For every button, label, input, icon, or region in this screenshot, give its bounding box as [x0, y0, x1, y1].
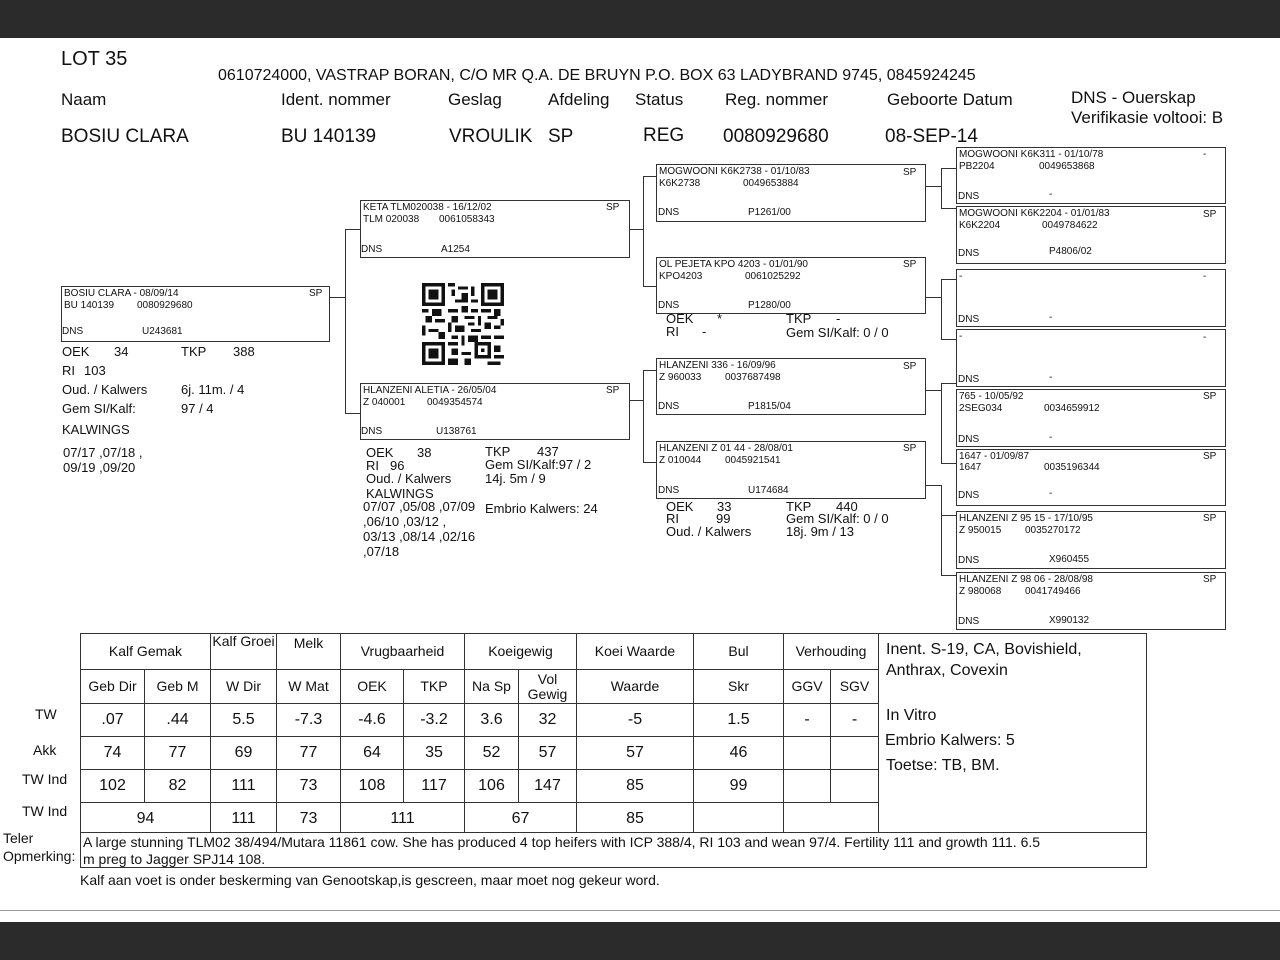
- gp2-ri-label: RI: [666, 324, 679, 339]
- table-cell: .07: [81, 704, 145, 737]
- box-title: MOGWOONI K6K2738 - 01/10/83: [659, 166, 810, 177]
- table-row-tw-ind-grouped: [81, 803, 879, 836]
- box-title: 765 - 10/05/92: [959, 391, 1024, 402]
- pedigree-box-sire: [360, 200, 630, 258]
- box-title: MOGWOONI K6K311 - 01/10/78: [959, 149, 1104, 160]
- box-title: 1647 - 01/09/87: [959, 451, 1030, 462]
- dam-oek-label: OEK: [366, 445, 394, 460]
- row-label-tw-ind: TW Ind: [22, 771, 68, 787]
- box-reg: 0049784622: [1042, 220, 1098, 231]
- dam-tkp-label: TKP: [485, 444, 511, 459]
- table-cell: 73: [277, 803, 341, 836]
- box-title: HLANZENI Z 95 15 - 17/10/95: [959, 513, 1093, 524]
- table-cell: 117: [404, 770, 465, 803]
- box-reg: 0035270172: [1025, 525, 1081, 536]
- box-sp: SP: [309, 288, 323, 299]
- table-cell: [831, 737, 879, 770]
- connector: [941, 515, 956, 516]
- table-cell: 3.6: [465, 704, 519, 737]
- table-row-tw: [81, 704, 879, 737]
- pedigree-box-dam: [360, 383, 630, 440]
- table-cell: [831, 770, 879, 803]
- header-verifikasie: Verifikasie voltooi: B: [1071, 108, 1224, 127]
- col-ggv: GGV: [784, 670, 831, 704]
- dam-ri: 96: [390, 458, 405, 473]
- pedigree-box-gp-1: [656, 164, 926, 222]
- gp4-ri-label: RI: [666, 511, 679, 526]
- gp2-ri: -: [702, 324, 707, 339]
- table-cell: 85: [577, 803, 694, 836]
- owner-line: 0610724000, VASTRAP BORAN, C/O MR Q.A. DE BRUYN P.O. BOX 63 LADYBRAND 9745, 0845924245: [218, 67, 976, 84]
- table-cell: 108: [341, 770, 404, 803]
- pedigree-box-ggp-8: [956, 572, 1226, 630]
- dam-embrio: Embrio Kalwers: 24: [485, 501, 598, 516]
- table-cell: 147: [519, 770, 577, 803]
- table-cell: [694, 803, 784, 836]
- table-cell: 99: [694, 770, 784, 803]
- table-cell: 46: [694, 737, 784, 770]
- pedigree-box-ggp-2: [956, 206, 1226, 264]
- table-cell: .44: [145, 704, 211, 737]
- animal-status: REG: [643, 125, 685, 146]
- table-cell: [784, 770, 831, 803]
- box-title: HLANZENI 336 - 16/09/96: [659, 360, 776, 371]
- table-cell: -7.3: [277, 704, 341, 737]
- box-dns: DNS: [62, 326, 84, 337]
- box-reg: 0080929680: [137, 300, 193, 311]
- connector: [941, 485, 942, 575]
- remark-line-1: A large stunning TLM02 38/494/Mutara 11861 cow. She has produced 4 top heifers with ICP 388/4, RI 103 and wean 97/4. Fertility 111 and growth 111. 6.5: [83, 834, 1041, 850]
- row-label-tw: TW: [35, 706, 57, 722]
- box-reg: 0037687498: [725, 372, 781, 383]
- box-sp: SP: [903, 259, 917, 270]
- box-sp: SP: [903, 361, 917, 372]
- connector: [345, 229, 346, 413]
- col-oek: OEK: [341, 670, 404, 704]
- dam-oud: Oud. / Kalwers: [366, 471, 452, 486]
- table-cell: 102: [81, 770, 145, 803]
- box-dns: DNS: [658, 300, 680, 311]
- header-status: Status: [635, 90, 684, 109]
- pedigree-box-ggp-7: [956, 511, 1226, 569]
- box-dns: DNS: [958, 434, 980, 445]
- table-cell: 77: [145, 737, 211, 770]
- animal-geboorte: 08-SEP-14: [885, 126, 978, 147]
- header-naam: Naam: [61, 90, 107, 109]
- box-ident: KPO4203: [659, 271, 703, 282]
- box-code: U138761: [436, 426, 477, 437]
- box-reg: 0061058343: [439, 214, 495, 225]
- col-vol-gewig: Vol Gewig: [519, 670, 577, 704]
- pedigree-box-gp-2: [656, 257, 926, 314]
- col-sgv: SGV: [831, 670, 879, 704]
- table-cell: [784, 803, 879, 836]
- gp2-oek: *: [717, 311, 723, 326]
- dam-dates1: 07/07 ,05/08 ,07/09: [363, 499, 476, 514]
- gp4-tkp-label: TKP: [786, 499, 812, 514]
- connector: [643, 176, 657, 177]
- box-sp: -: [1203, 332, 1207, 343]
- box-dns: DNS: [658, 485, 680, 496]
- qr-code-icon: [419, 283, 507, 365]
- box-dns: DNS: [958, 616, 980, 627]
- connector: [345, 229, 360, 230]
- table-cell: 74: [81, 737, 145, 770]
- box-ident: K6K2738: [659, 178, 701, 189]
- connector: [643, 370, 657, 371]
- connector: [629, 229, 643, 230]
- animal-reg: 0080929680: [723, 126, 829, 147]
- stat-dates1: 07/17 ,07/18 ,: [63, 445, 143, 460]
- pedigree-box-ggp-1: [956, 147, 1226, 204]
- box-title: HLANZENI Z 98 06 - 28/08/98: [959, 574, 1093, 585]
- gp4-tkp: 440: [836, 499, 858, 514]
- pedigree-box-ggp-4: [956, 329, 1226, 387]
- col-geb-m: Geb M: [145, 670, 211, 704]
- box-sp: SP: [1203, 391, 1217, 402]
- gp4-oud: Oud. / Kalwers: [666, 524, 752, 539]
- box-sp: SP: [1203, 574, 1217, 585]
- box-dns: DNS: [361, 244, 383, 255]
- box-title: KETA TLM020038 - 16/12/02: [363, 202, 492, 213]
- table-cell: 64: [341, 737, 404, 770]
- box-dns: DNS: [958, 490, 980, 501]
- box-code: X960455: [1049, 554, 1090, 565]
- box-ident: Z 960033: [659, 372, 702, 383]
- row-label-akk: Akk: [33, 742, 57, 758]
- box-reg: 0049653884: [743, 178, 799, 189]
- pedigree-box-gp-4: [656, 441, 926, 499]
- embrio-kalwers: Embrio Kalwers: 5: [885, 732, 1015, 749]
- table-cell: -3.2: [404, 704, 465, 737]
- group-vrugbaarheid: Vrugbaarheid: [341, 634, 465, 670]
- table-cell: 82: [145, 770, 211, 803]
- connector: [941, 279, 942, 339]
- gp4-gem: Gem SI/Kalf: 0 / 0: [786, 511, 889, 526]
- box-dns: DNS: [958, 314, 980, 325]
- col-tkp: TKP: [404, 670, 465, 704]
- stat-tkp-label: TKP: [181, 344, 207, 359]
- connector: [345, 413, 360, 414]
- table-cell: 77: [277, 737, 341, 770]
- box-ident: PB2204: [959, 161, 995, 172]
- box-code: P1815/04: [748, 401, 791, 412]
- gp4-oek: 33: [717, 499, 732, 514]
- group-kalf-groei: Kalf Groei: [211, 634, 277, 670]
- table-cell: -: [784, 704, 831, 737]
- stat-tkp: 388: [233, 344, 255, 359]
- dam-kalwings: KALWINGS: [366, 486, 434, 501]
- header-reg: Reg. nommer: [725, 90, 828, 109]
- box-sp: SP: [903, 443, 917, 454]
- header-dns: DNS - Ouerskap: [1071, 88, 1196, 107]
- connector: [925, 297, 941, 298]
- inent-line-1: Inent. S-19, CA, Bovishield,: [886, 641, 1082, 658]
- box-title: HLANZENI Z 01 44 - 28/08/01: [659, 443, 793, 454]
- col-w-dir: W Dir: [211, 670, 277, 704]
- connector: [643, 462, 657, 463]
- divider: [0, 910, 1280, 911]
- teler-label: Teler: [3, 830, 34, 846]
- group-koei-waarde: Koei Waarde: [577, 634, 694, 670]
- stat-kalwings: KALWINGS: [62, 422, 130, 437]
- table-cell: -5: [577, 704, 694, 737]
- box-ident: K6K2204: [959, 220, 1001, 231]
- box-ident: BU 140139: [64, 300, 115, 311]
- table-cell: 57: [519, 737, 577, 770]
- box-sp: SP: [606, 202, 620, 213]
- table-cell: 94: [81, 803, 211, 836]
- connector: [941, 168, 956, 169]
- connector: [643, 286, 657, 287]
- gp2-tkp: -: [836, 311, 841, 326]
- connector: [643, 370, 644, 462]
- header-afdeling: Afdeling: [548, 90, 610, 109]
- box-code: P1261/00: [748, 207, 791, 218]
- animal-naam: BOSIU CLARA: [61, 126, 189, 147]
- box-reg: 0035196344: [1044, 462, 1100, 473]
- connector: [941, 383, 942, 463]
- box-title: -: [959, 331, 963, 342]
- table-cell: 57: [577, 737, 694, 770]
- group-bul: Bul: [694, 634, 784, 670]
- group-koeigewig: Koeigewig: [465, 634, 577, 670]
- table-cell: 67: [465, 803, 577, 836]
- gp4-oud-val: 18j. 9m / 13: [786, 524, 854, 539]
- remark-line-2: m preg to Jagger SPJ14 108.: [83, 851, 266, 867]
- box-code: -: [1049, 488, 1053, 499]
- opmerking-label: Opmerking:: [3, 848, 76, 864]
- box-sp: -: [1203, 149, 1207, 160]
- connector: [941, 575, 956, 576]
- dam-ri-label: RI: [366, 458, 379, 473]
- box-reg: 0045921541: [725, 455, 781, 466]
- box-ident: TLM 020038: [363, 214, 420, 225]
- pedigree-box-gp-3: [656, 358, 926, 415]
- box-ident: 2SEG034: [959, 403, 1003, 414]
- box-sp: -: [1203, 271, 1207, 282]
- breeding-values-table: [80, 633, 879, 836]
- box-dns: DNS: [958, 374, 980, 385]
- connector: [941, 279, 956, 280]
- box-sp: SP: [1203, 451, 1217, 462]
- connector: [925, 186, 941, 187]
- animal-geslag: VROULIK: [449, 126, 533, 147]
- connector: [643, 176, 644, 286]
- box-code: -: [1049, 432, 1053, 443]
- gp2-tkp-label: TKP: [786, 311, 812, 326]
- box-sp: SP: [606, 385, 620, 396]
- dam-dates3: 03/13 ,08/14 ,02/16: [363, 529, 476, 544]
- header-geslag: Geslag: [448, 90, 502, 109]
- col-na-sp: Na Sp: [465, 670, 519, 704]
- box-code: A1254: [441, 244, 470, 255]
- stat-gem: 97 / 4: [181, 401, 214, 416]
- col-waarde: Waarde: [577, 670, 694, 704]
- box-sp: SP: [903, 167, 917, 178]
- dam-tkp: 437: [537, 444, 559, 459]
- table-cell: 85: [577, 770, 694, 803]
- connector: [925, 485, 941, 486]
- table-cell: 111: [211, 803, 277, 836]
- stat-oud: 6j. 11m. / 4: [181, 382, 245, 397]
- in-vitro: In Vitro: [886, 707, 937, 724]
- dam-gem: Gem SI/Kalf:97 / 2: [485, 457, 592, 472]
- table-cell: -4.6: [341, 704, 404, 737]
- box-reg: 0061025292: [745, 271, 801, 282]
- box-code: -: [1049, 372, 1053, 383]
- box-dns: DNS: [658, 401, 680, 412]
- connector: [329, 297, 345, 298]
- toetse: Toetse: TB, BM.: [886, 757, 1000, 774]
- connector: [941, 383, 956, 384]
- box-dns: DNS: [658, 207, 680, 218]
- box-code: U174684: [748, 485, 789, 496]
- col-skr: Skr: [694, 670, 784, 704]
- box-dns: DNS: [958, 248, 980, 259]
- table-cell: [784, 737, 831, 770]
- table-cell: 35: [404, 737, 465, 770]
- box-dns: DNS: [361, 426, 383, 437]
- stat-dates2: 09/19 ,09/20: [63, 460, 136, 475]
- connector: [941, 463, 956, 464]
- box-sp: SP: [1203, 513, 1217, 524]
- box-dns: DNS: [958, 555, 980, 566]
- group-melk: Melk: [277, 634, 341, 670]
- pedigree-box-ggp-3: [956, 269, 1226, 327]
- gp2-gem: Gem SI/Kalf: 0 / 0: [786, 325, 889, 340]
- animal-ident: BU 140139: [281, 126, 377, 147]
- box-ident: Z 980068: [959, 586, 1002, 597]
- dam-oek: 38: [417, 445, 432, 460]
- bottom-bar: [0, 922, 1280, 960]
- table-cell: 52: [465, 737, 519, 770]
- box-code: -: [1049, 312, 1053, 323]
- stat-ri-label: RI: [62, 363, 75, 378]
- connector: [925, 390, 941, 391]
- box-code: P1280/00: [748, 300, 791, 311]
- stat-ri: 103: [84, 363, 106, 378]
- box-ident: Z 040001: [363, 397, 406, 408]
- box-title: BOSIU CLARA - 08/09/14: [64, 288, 179, 299]
- box-ident: Z 950015: [959, 525, 1002, 536]
- row-label-tw-ind-2: TW Ind: [22, 803, 68, 819]
- dam-dates2: ,06/10 ,03/12 ,: [363, 514, 447, 529]
- table-cell: 1.5: [694, 704, 784, 737]
- dam-oud-val: 14j. 5m / 9: [485, 471, 546, 486]
- stat-oud-label: Oud. / Kalwers: [62, 382, 148, 397]
- group-verhouding: Verhouding: [784, 634, 879, 670]
- footer-note: Kalf aan voet is onder beskerming van Genootskap,is gescreen, maar moet nog gekeur word.: [80, 872, 660, 888]
- box-code: P4806/02: [1049, 246, 1092, 257]
- stat-oek: 34: [114, 344, 129, 359]
- top-bar: [0, 0, 1280, 38]
- table-cell: 5.5: [211, 704, 277, 737]
- connector: [941, 208, 956, 209]
- box-title: OL PEJETA KPO 4203 - 01/01/90: [659, 259, 808, 270]
- table-cell: 106: [465, 770, 519, 803]
- box-reg: 0049653868: [1039, 161, 1095, 172]
- header-ident: Ident. nommer: [281, 90, 391, 109]
- box-reg: 0034659912: [1044, 403, 1100, 414]
- pedigree-box-ggp-5: [956, 389, 1226, 447]
- col-w-mat: W Mat: [277, 670, 341, 704]
- table-row-akk: [81, 737, 879, 770]
- table-cell: 32: [519, 704, 577, 737]
- pedigree-box-animal: [61, 286, 330, 342]
- table-cell: -: [831, 704, 879, 737]
- box-code: X990132: [1049, 615, 1090, 626]
- notes-box: [878, 633, 1147, 833]
- col-geb-dir: Geb Dir: [81, 670, 145, 704]
- box-dns: DNS: [958, 191, 980, 202]
- gp4-oek-label: OEK: [666, 499, 694, 514]
- animal-afdeling: SP: [548, 126, 574, 147]
- box-title: -: [959, 271, 963, 282]
- lot-number: LOT 35: [61, 48, 128, 70]
- box-code: -: [1049, 189, 1053, 200]
- stat-gem-label: Gem SI/Kalf:: [62, 401, 136, 416]
- connector: [629, 400, 643, 401]
- box-code: U243681: [142, 326, 183, 337]
- table-cell: 69: [211, 737, 277, 770]
- stat-oek-label: OEK: [62, 344, 90, 359]
- dam-dates4: ,07/18: [363, 544, 400, 559]
- table-cell: 73: [277, 770, 341, 803]
- box-title: MOGWOONI K6K2204 - 01/01/83: [959, 208, 1110, 219]
- inent-line-2: Anthrax, Covexin: [886, 662, 1008, 679]
- pedigree-box-ggp-6: [956, 449, 1226, 506]
- connector: [941, 168, 942, 208]
- box-title: HLANZENI ALETIA - 26/05/04: [363, 385, 497, 396]
- gp2-oek-label: OEK: [666, 311, 694, 326]
- box-reg: 0049354574: [427, 397, 483, 408]
- group-kalf-gemak: Kalf Gemak: [81, 634, 211, 670]
- remark-box: [80, 832, 1147, 868]
- connector: [941, 339, 956, 340]
- box-ident: Z 010044: [659, 455, 702, 466]
- table-cell: 111: [211, 770, 277, 803]
- table-cell: 111: [341, 803, 465, 836]
- table-row-tw-ind: [81, 770, 879, 803]
- header-geboorte: Geboorte Datum: [887, 90, 1013, 109]
- box-sp: SP: [1203, 209, 1217, 220]
- box-reg: 0041749466: [1025, 586, 1081, 597]
- box-ident: 1647: [959, 462, 982, 473]
- gp4-ri: 99: [716, 511, 731, 526]
